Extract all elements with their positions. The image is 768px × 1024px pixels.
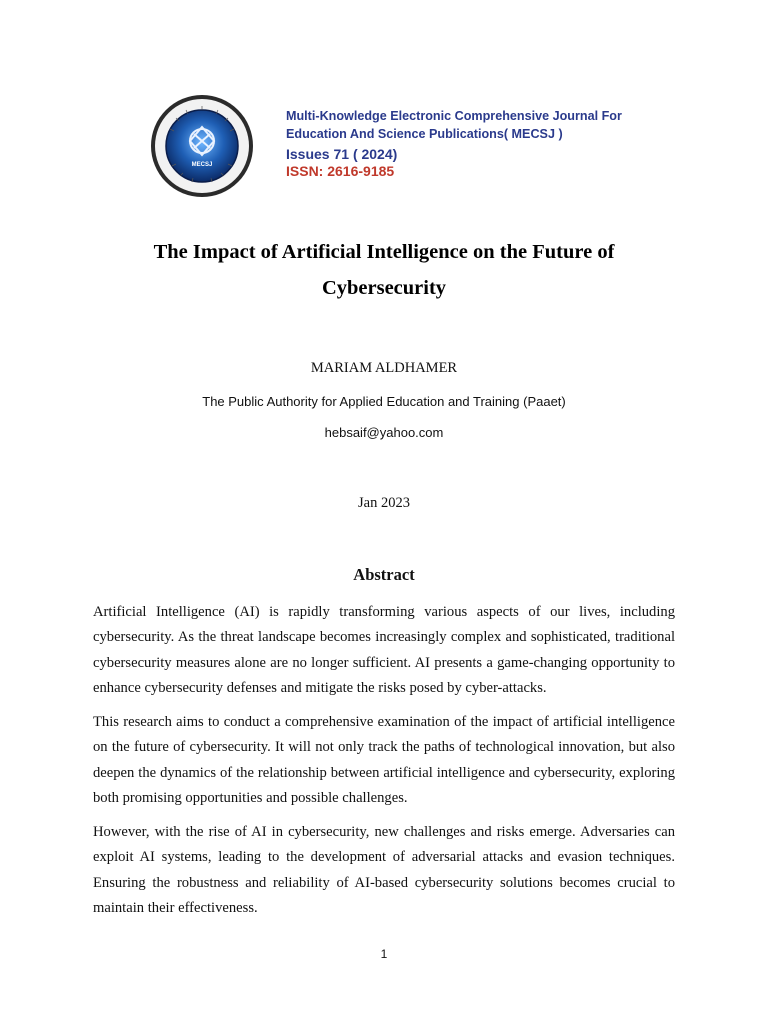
journal-info (286, 107, 622, 180)
page-number: 1 (380, 947, 388, 961)
journal-logo (150, 94, 254, 198)
journal-name-line1: Multi-Knowledge Electronic Comprehensive Journal For (286, 109, 622, 123)
abstract-paragraph-2: This research aims to conduct a comprehensive examination of the impact of artificial intelligence on the future of cybersecurity. It will not only track the paths of technological innovation, but also deepen the dynamics of the relationship between artificial intelligence and cybersecurity, exploring both promising opportunities and possible challenges. (93, 714, 675, 807)
abstract-heading: Abstract (353, 565, 415, 584)
journal-header (150, 94, 670, 198)
journal-issue: Issues 71 ( 2024) (286, 146, 398, 162)
paper-title-line2: Cybersecurity (321, 277, 447, 299)
author-email: hebsaif@yahoo.com (324, 425, 444, 440)
logo-text: MECSJ (191, 162, 213, 168)
paper-date: Jan 2023 (358, 495, 410, 511)
journal-name-line2: Education And Science Publications( MECSJ ) (286, 127, 563, 141)
author-affiliation: The Public Authority for Applied Education and Training (Paaet) (202, 394, 566, 409)
abstract-paragraph-3: However, with the rise of AI in cybersecurity, new challenges and risks emerge. Adversaries can exploit AI systems, leading to the development of adversarial attacks and evasion techniques. Ensuring the robustness and reliability of AI-based cybersecurity solutions becomes crucial to maintain their effectiveness. (93, 824, 675, 917)
abstract-paragraph-1: Artificial Intelligence (AI) is rapidly transforming various aspects of our lives, including cybersecurity. As the threat landscape becomes increasingly complex and sophisticated, traditional cybersecurity measures alone are no longer sufficient. AI presents a game-changing opportunity to enhance cybersecurity defenses and mitigate the risks posed by cyber-attacks. (93, 604, 675, 697)
author-name: MARIAM ALDHAMER (310, 360, 458, 376)
paper-title-line1: The Impact of Artificial Intelligence on the Future of (153, 241, 615, 263)
journal-issn: ISSN: 2616-9185 (286, 163, 395, 179)
